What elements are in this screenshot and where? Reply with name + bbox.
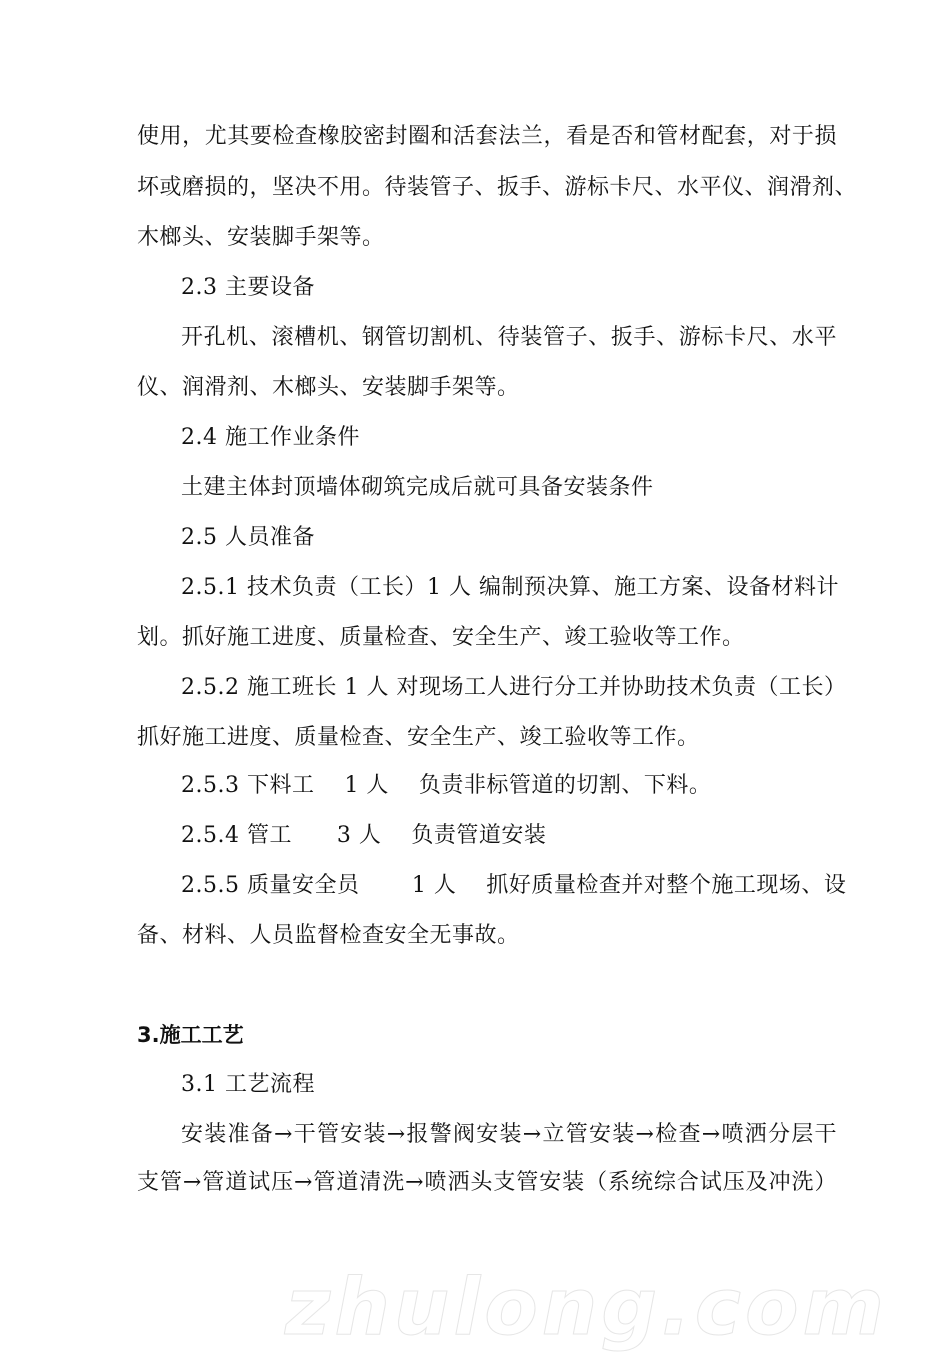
- paragraph-line: 2.5.4 管工 3 人 负责管道安装: [181, 823, 547, 848]
- paragraph-line: 2.5.2 施工班长 1 人 对现场工人进行分工并协助技术负责（工长）: [181, 675, 847, 700]
- paragraph-line: 仪、润滑剂、木榔头、安装脚手架等。: [137, 375, 520, 400]
- paragraph-line: 土建主体封顶墙体砌筑完成后就可具备安装条件: [181, 475, 654, 500]
- paragraph-line: 抓好施工进度、质量检查、安全生产、竣工验收等工作。: [137, 725, 700, 750]
- paragraph-line: 坏或磨损的，坚决不用。待装管子、扳手、游标卡尺、水平仪、润滑剂、: [137, 175, 858, 200]
- paragraph-line: 2.5.5 质量安全员 1 人 抓好质量检查并对整个施工现场、设: [181, 873, 847, 898]
- paragraph-line: 支管→管道试压→管道清洗→喷洒头支管安装（系统综合试压及冲洗）: [137, 1170, 837, 1195]
- paragraph-line: 2.5.3 下料工 1 人 负责非标管道的切割、下料。: [181, 773, 712, 798]
- section-title: 2.5 人员准备: [181, 525, 315, 550]
- paragraph-line: 使用，尤其要检查橡胶密封圈和活套法兰，看是否和管材配套，对于损: [137, 124, 837, 149]
- paragraph-line: 2.5.1 技术负责（工长）1 人 编制预决算、施工方案、设备材料计: [181, 575, 839, 600]
- section-title: 2.4 施工作业条件: [181, 425, 360, 450]
- watermark-logo: zhulong.com: [285, 1263, 888, 1353]
- chapter-heading: 3.施工工艺: [137, 1023, 244, 1047]
- paragraph-line: 开孔机、滚槽机、钢管切割机、待装管子、扳手、游标卡尺、水平: [181, 325, 837, 350]
- paragraph-line: 安装准备→干管安装→报警阀安装→立管安装→检查→喷洒分层干: [181, 1122, 837, 1147]
- paragraph-line: 备、材料、人员监督检查安全无事故。: [137, 923, 520, 948]
- paragraph-line: 木榔头、安装脚手架等。: [137, 225, 385, 250]
- paragraph-line: 划。抓好施工进度、质量检查、安全生产、竣工验收等工作。: [137, 625, 745, 650]
- section-title: 3.1 工艺流程: [181, 1072, 315, 1097]
- section-title: 2.3 主要设备: [181, 275, 315, 300]
